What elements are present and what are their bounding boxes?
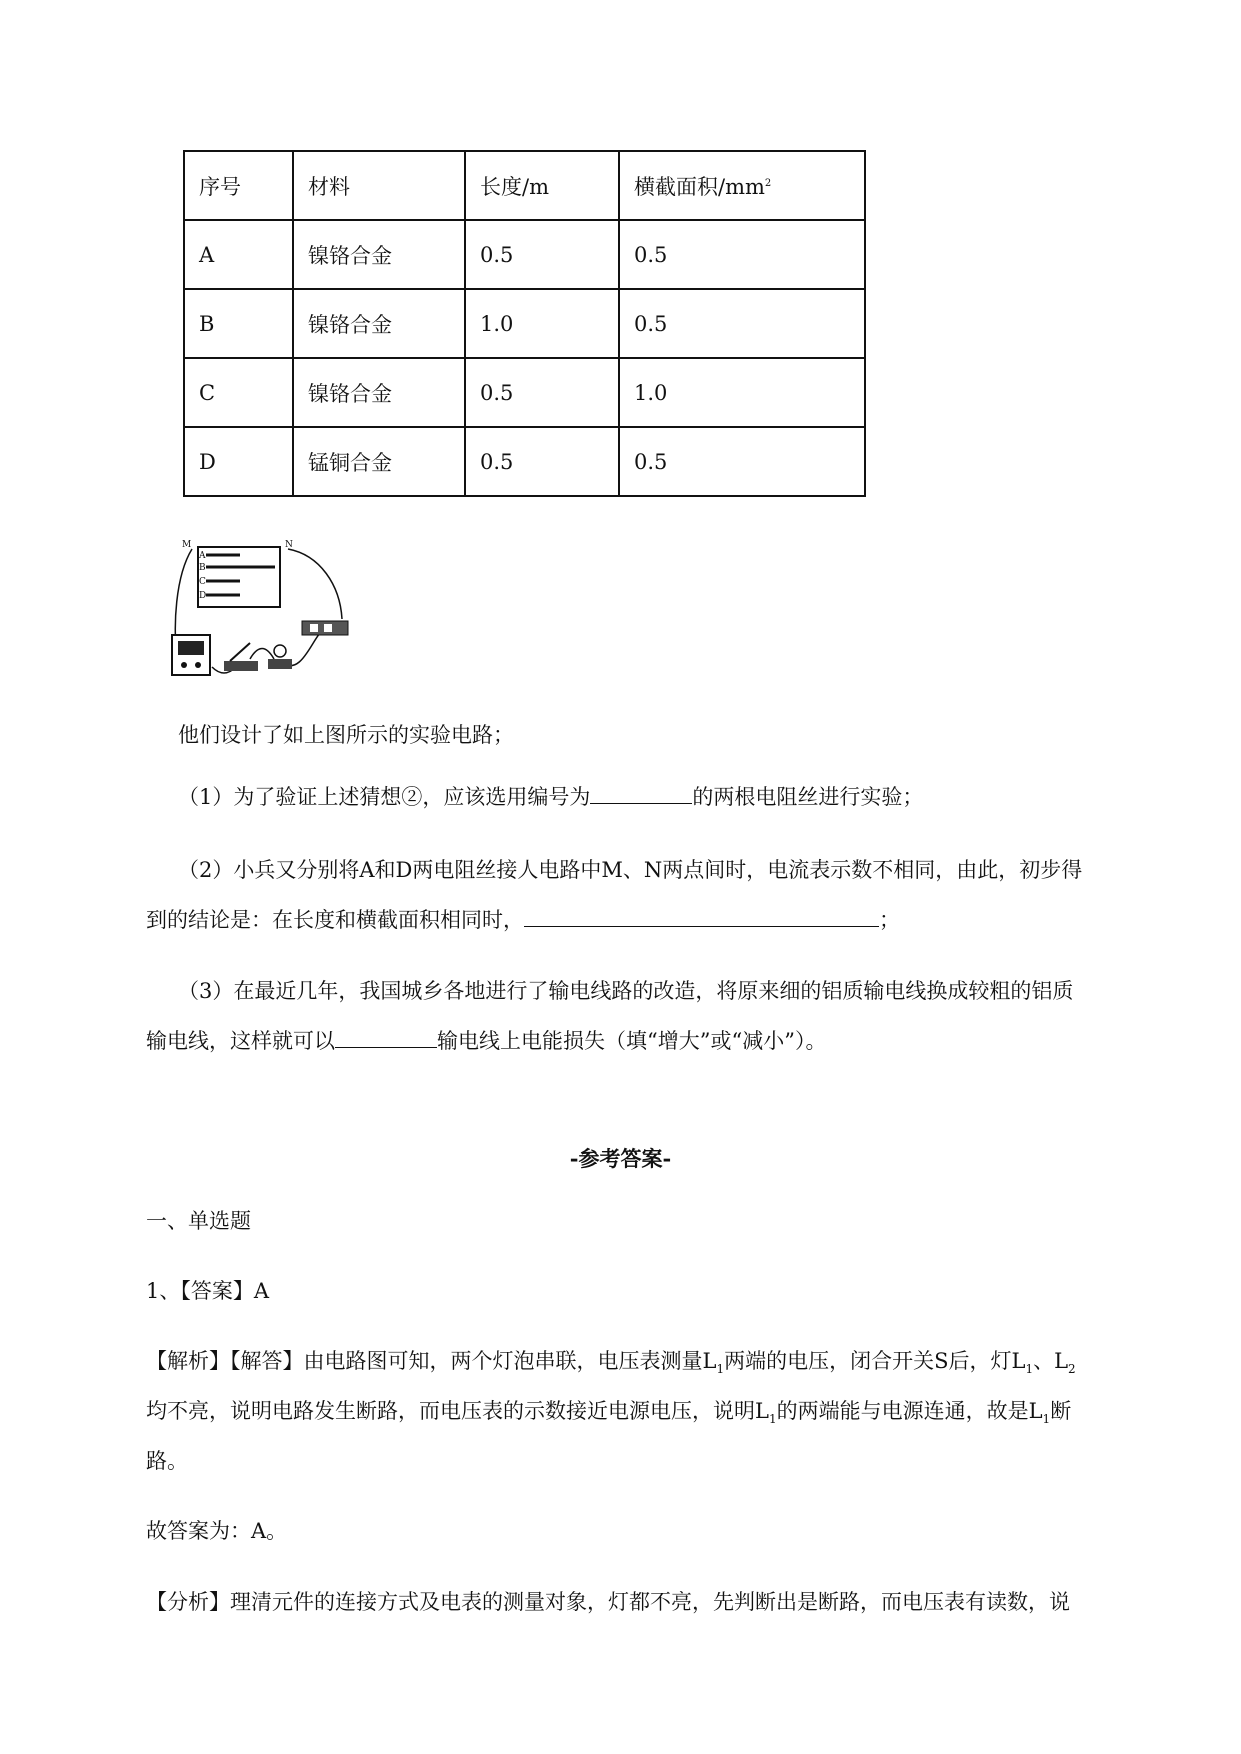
section-title: 一、单选题 [146, 1209, 251, 1233]
table-cell: 镍铬合金 [293, 289, 465, 358]
explanation-text: 【解析】【解答】由电路图可知，两个灯泡串联，电压表测量L [146, 1349, 717, 1373]
terminal-label-m: M [182, 540, 192, 550]
question-1 [178, 772, 1146, 822]
question-3-line-2 [146, 1016, 1146, 1066]
subscript: 1 [768, 1412, 777, 1427]
table-cell: 0.5 [619, 289, 865, 358]
table-cell: 0.5 [465, 220, 619, 289]
table-row [184, 427, 865, 496]
battery-icon [302, 621, 348, 635]
explanation-text: 两端的电压，闭合开关S后，灯L [724, 1349, 1026, 1373]
explanation-line-3: 路。 [146, 1449, 188, 1473]
table-cell: 镍铬合金 [293, 220, 465, 289]
table-row [184, 289, 865, 358]
table-cell: 0.5 [465, 358, 619, 427]
q2-text-end: ； [879, 908, 900, 932]
table-header-row [184, 151, 865, 220]
header-cell [619, 151, 865, 220]
superscript: 2 [764, 177, 772, 189]
bulb-icon [268, 645, 292, 669]
q3-text-end: 输电线上电能损失（填“增大”或“减小”）。 [437, 1029, 827, 1053]
terminal-label-n: N [285, 540, 293, 550]
answer-blank-3 [335, 1025, 437, 1048]
circuit-diagram [170, 535, 360, 685]
question-3-line-1: （3）在最近几年，我国城乡各地进行了输电线路的改造，将原来细的铝质输电线换成较粗的铝质 [178, 979, 1074, 1003]
wire-label-b: B [199, 563, 206, 573]
table-cell: 0.5 [465, 427, 619, 496]
table-cell: C [184, 358, 293, 427]
header-cell: 长度/m [465, 151, 619, 220]
switch-icon [224, 643, 258, 671]
wire-label-d: D [199, 591, 207, 601]
q1-text-start: （1）为了验证上述猜想②，应该选用编号为 [178, 785, 591, 809]
q3-text-start: 输电线，这样就可以 [146, 1029, 335, 1053]
table-cell: 1.0 [465, 289, 619, 358]
ammeter-icon [172, 635, 210, 675]
answer-blank-1 [590, 781, 692, 804]
resistance-wire-table [183, 150, 866, 497]
answer-section-heading: -参考答案- [569, 1146, 672, 1171]
explanation-text: 、L [1033, 1349, 1069, 1373]
header-cell: 序号 [184, 151, 293, 220]
intro-line: 他们设计了如上图所示的实验电路； [178, 723, 514, 747]
analysis-line: 【分析】理清元件的连接方式及电表的测量对象，灯都不亮，先判断出是断路，而电压表有读数，说 [146, 1590, 1070, 1614]
q2-text-start: 到的结论是：在长度和横截面积相同时， [146, 908, 524, 932]
table-cell: D [184, 427, 293, 496]
final-answer: 故答案为：A。 [146, 1519, 288, 1543]
wire-board [198, 547, 280, 607]
q1-text-end: 的两根电阻丝进行实验； [692, 785, 924, 809]
header-cell: 材料 [293, 151, 465, 220]
table-cell: 镍铬合金 [293, 358, 465, 427]
explanation-text: 断 [1050, 1399, 1072, 1423]
table-cell: 1.0 [619, 358, 865, 427]
table-cell: 0.5 [619, 220, 865, 289]
table-cell: A [184, 220, 293, 289]
subscript: 2 [1068, 1362, 1076, 1377]
wire-label-c: C [199, 577, 206, 587]
question-2-line-1: （2）小兵又分别将A和D两电阻丝接人电路中M、N两点间时，电流表示数不相同，由此，初步得 [178, 858, 1083, 882]
table-cell: 锰铜合金 [293, 427, 465, 496]
table-cell: 0.5 [619, 427, 865, 496]
table-cell: B [184, 289, 293, 358]
answer-blank-2 [524, 904, 879, 927]
subscript: 1 [1042, 1412, 1051, 1427]
explanation-text: 均不亮，说明电路发生断路，而电压表的示数接近电源电压，说明L [146, 1399, 769, 1423]
explanation-text: 的两端能与电源连通，故是L [776, 1399, 1043, 1423]
answer-1: 1、【答案】A [146, 1279, 270, 1303]
question-2-line-2 [146, 895, 1146, 945]
subscript: 1 [716, 1362, 725, 1377]
subscript: 1 [1025, 1362, 1034, 1377]
wire-label-a: A [199, 551, 206, 561]
header-area-label: 横截面积/mm [634, 174, 765, 199]
table-row [184, 220, 865, 289]
table-row [184, 358, 865, 427]
